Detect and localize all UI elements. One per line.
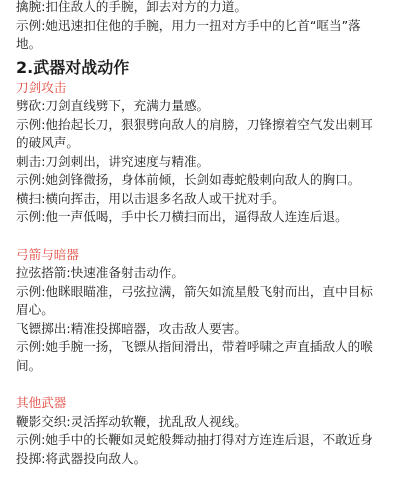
category-heading-archery: 弓箭与暗器 <box>16 246 79 262</box>
body-line: 拉弦搭箭:快速准备射击动作。 <box>16 265 184 280</box>
body-line: 示例:他一声低喝，手中长刀横扫而出，逼得敌人连连后退。 <box>16 209 348 224</box>
body-line: 眉心。 <box>16 302 54 317</box>
body-line: 间。 <box>16 357 42 373</box>
body-line: 示例:他抬起长刀，狠狠劈向敌人的肩膀，刀锋擦着空气发出刺耳 <box>16 116 373 132</box>
section-title: 2.武器对战动作 <box>16 57 130 77</box>
category-heading-sword: 刀剑攻击 <box>16 79 67 95</box>
spacer <box>16 375 386 394</box>
body-line: 的破风声。 <box>16 135 79 150</box>
body-line: 鞭影交织:灵活挥动软鞭，扰乱敌人视线。 <box>16 413 247 429</box>
body-line: 飞镖掷出:精准投掷暗器，攻击敌人要害。 <box>16 320 247 336</box>
body-line: 示例:她手中的长鞭如灵蛇般舞动抽打得对方连连后退，不敢近身 <box>16 432 373 447</box>
intro-example-line: 地。 <box>16 36 42 51</box>
body-line: 劈砍:刀剑直线劈下，充满力量感。 <box>16 98 210 113</box>
intro-line: 擒腕:扣住敌人的手腕，卸去对方的力道。 <box>16 0 247 14</box>
body-line: 横扫:横向挥击，用以击退多名敌人或干扰对手。 <box>16 190 285 206</box>
body-line: 示例:她剑锋微扬，身体前倾，长剑如毒蛇般刺向敌人的胸口。 <box>16 172 361 187</box>
body-line: 示例:她手腕一扬，飞镖从指间滑出，带着呼啸之声直插敌人的喉 <box>16 339 373 354</box>
body-line: 投掷:将武器投向敌人。 <box>16 450 147 466</box>
body-line: 刺击:刀剑刺出，讲究速度与精准。 <box>16 153 210 169</box>
body-line: 示例:他眯眼瞄准，弓弦拉满，箭矢如流星般飞射而出，直中目标 <box>16 283 373 299</box>
intro-example-line: 示例:她迅速扣住他的手腕，用力一扭对方手中的匕首“哐当”落 <box>16 17 361 33</box>
category-heading-other: 其他武器 <box>16 395 67 410</box>
spacer <box>16 227 386 246</box>
